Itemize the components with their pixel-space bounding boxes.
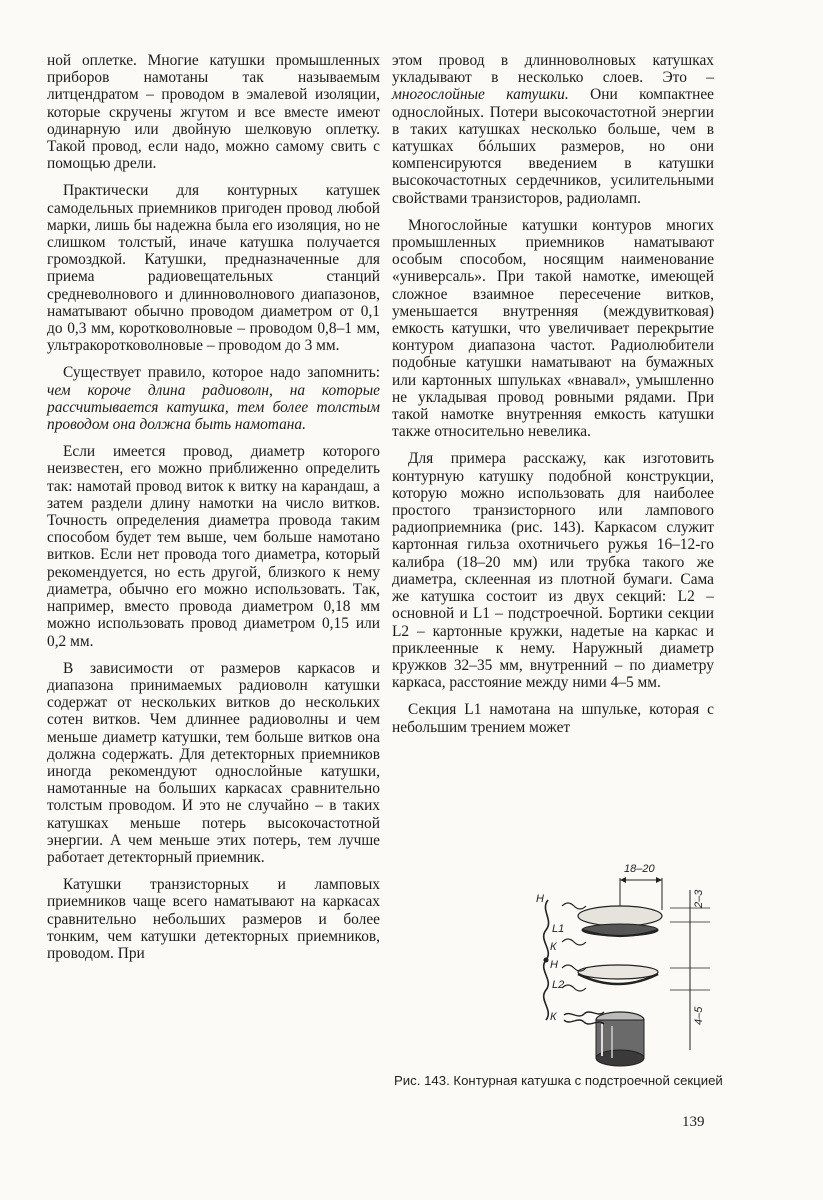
coil-figure bbox=[520, 850, 720, 1080]
paragraph-text: Существует правило, которое надо запомнить: bbox=[63, 364, 380, 382]
wire-label: К bbox=[550, 941, 557, 953]
paragraph-text: Они компактнее однослойных. Потери высокочастотной энергии в таких катушках несколько больше, чем в катушках бóльших размеров, но они компенсируются введением в катушки высокочастотных сердечников, усилительными свойствами транзисторов, радиоламп. bbox=[392, 86, 714, 207]
emphasis-text: многослойные катушки. bbox=[392, 86, 569, 104]
paragraph: Если имеется провод, диаметр которого неизвестен, его можно приближенно определить так: намотай провод виток к витку на карандаш, а затем раздели длину намотки на число витков. Точность определения диаметра провода таким способом будет тем выше, чем больше намотано витков. Если нет провода того диаметра, который рекомендуется, но есть другой, близкого к нему диаметра, обычно его можно использовать. Так, например, вместо провода диаметром 0,18 мм можно использовать провод диаметром 0,15 или 0,2 мм. bbox=[47, 443, 380, 650]
coil-drawing bbox=[520, 850, 720, 1080]
figure-caption: Рис. 143. Контурная катушка с подстроечной секцией bbox=[394, 1073, 723, 1088]
wire-label: К bbox=[550, 1011, 557, 1023]
paragraph bbox=[392, 52, 714, 207]
page-number: 139 bbox=[682, 1114, 705, 1130]
paragraph: Секция L1 намотана на шпульке, которая с небольшим трением может bbox=[392, 701, 714, 736]
paragraph-text: этом провод в длинноволновых катушках укладывают в несколько слоев. Это – bbox=[392, 52, 714, 87]
left-column bbox=[47, 52, 380, 962]
paragraph: Для примера расскажу, как изготовить контурную катушку подобной конструкции, которую можно использовать для наиболее простого транзисторного или лампового радиоприемника (рис. 143). Каркасом служит картонная гильза охотничьего ружья 16–12-го калибра (18–20 мм) или трубка такого же диаметра, склеенная из плотной бумаги. Сама же катушка состоит из двух секций: L2 – основной и L1 – подстроечной. Бортики секции L2 – картонные кружки, надетые на каркас и приклеенные к нему. Наружный диаметр кружков 32–35 мм, внутренний – по диаметру каркаса, расстояние между ними 4–5 мм. bbox=[392, 450, 714, 692]
right-column bbox=[392, 52, 714, 736]
paragraph: Многослойные катушки контуров многих промышленных приемников наматывают особым способом, носящим наименование «универсаль». При такой намотке, имеющей сложное взаимное пересечение витков, уменьшается внутренняя (междувитковая) емкость катушки, что увеличивает перекрытие контуром диапазона частот. Радиолюбители подобные катушки наматывают на бумажных или картонных шпульках «внавал», умышленно не укладывая провод ровными рядами. При такой намотке внутренняя емкость катушки также относительно невелика. bbox=[392, 216, 714, 441]
wire-label: Н bbox=[536, 893, 544, 905]
dimension-label: 18–20 bbox=[624, 863, 655, 875]
paragraph: ной оплетке. Многие катушки промышленных приборов намотаны так называемым литцендратом – проводом в эмалевой изоляции, которые скручены жгутом и все вместе имеют одинарную или двойную шелковую оплетку. Такой провод, если надо, можно самому свить с помощью дрели. bbox=[47, 52, 380, 173]
paragraph: В зависимости от размеров каркасов и диапазона принимаемых радиоволн катушки содержат от нескольких витков до нескольких сотен витков. Чем длиннее радиоволны и чем меньше диаметр катушки, тем больше витков она должна содержать. Для детекторных приемников иногда рекомендуют однослойные катушки, намотанные на больших каркасах сравнительно толстым проводом. И это не случайно – в таких катушках меньше потерь высокочастотной энергии. А чем меньше этих потерь, тем лучше работает детекторный приемник. bbox=[47, 659, 380, 866]
paragraph: Катушки транзисторных и ламповых приемников чаще всего наматывают на каркасах сравнительно небольших размеров и более тонким, чем катушки детекторных приемников, проводом. При bbox=[47, 876, 380, 962]
wire-label: Н bbox=[550, 959, 558, 971]
dimension-label: 4–5 bbox=[693, 1006, 705, 1025]
coil-label: L2 bbox=[552, 979, 565, 991]
paragraph bbox=[47, 364, 380, 433]
emphasis-text: чем короче длина радиоволн, на которые рассчитывается катушка, тем более толстым проводом она должна быть намотана. bbox=[47, 381, 380, 434]
paragraph: Практически для контурных катушек самодельных приемников пригоден провод любой марки, лишь бы надежна была его изоляция, но не слишком толстый, иначе катушка получается громоздкой. Катушки, предназначенные для приема радиовещательных станций средневолнового и длинноволнового диапазонов, наматывают обычно проводом диаметром от 0,1 до 0,3 мм, коротковолновые – проводом 0,8–1 мм, ультракоротковолновые – проводом до 3 мм. bbox=[47, 182, 380, 355]
dimension-label: 2–3 bbox=[693, 889, 705, 908]
coil-label: L1 bbox=[552, 923, 565, 935]
